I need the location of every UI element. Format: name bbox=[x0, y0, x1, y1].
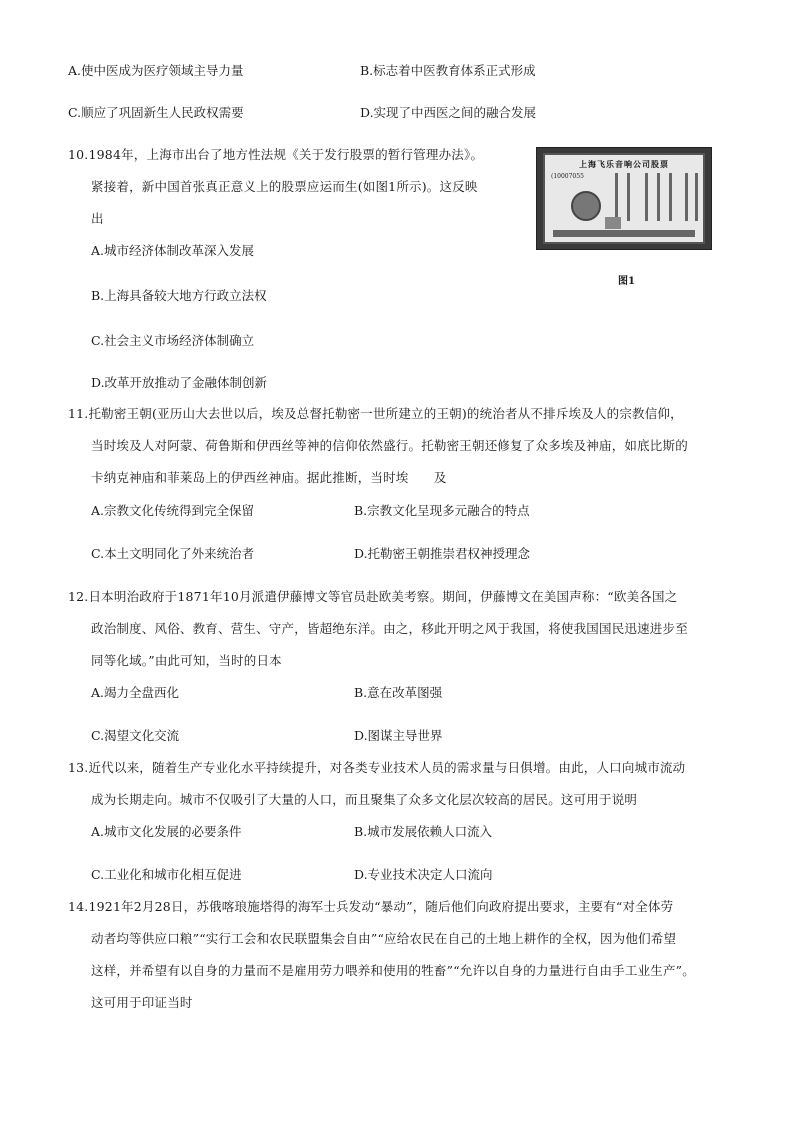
q14-stem-line-1: 14.1921年2月28日，苏俄喀琅施塔得的海军士兵发动“暴动”，随后他们向政府提出要求，主要有“对全体劳 bbox=[68, 899, 674, 914]
certificate-text-column bbox=[695, 173, 698, 221]
q11-option-a[interactable]: A.宗教文化传统得到完全保留 bbox=[91, 503, 255, 518]
certificate-text-column bbox=[627, 173, 630, 221]
q12-stem-line-3: 同等化域。”由此可知，当时的日本 bbox=[91, 653, 282, 668]
q11-option-d[interactable]: D.托勒密王朝推崇君权神授理念 bbox=[354, 546, 531, 561]
q14-stem-line-3: 这样，并希望有以自身的力量而不是雇用劳力喂养和使用的牲畜”“允许以自身的力量进行自由手工业生产”。 bbox=[91, 963, 695, 978]
q14-stem-line-4: 这可用于印证当时 bbox=[91, 995, 193, 1010]
certificate-footer-band bbox=[553, 230, 695, 237]
certificate-text-column bbox=[657, 173, 660, 221]
q14-stem-line-2: 动者均等供应口粮”“实行工会和农民联盟集会自由”“应给农民在自己的土地上耕作的全权，因为他们希望 bbox=[91, 931, 677, 946]
q11-option-b[interactable]: B.宗教文化呈现多元融合的特点 bbox=[354, 503, 530, 518]
q11-stem-line-2: 当时埃及人对阿蒙、荷鲁斯和伊西丝等神的信仰依然盛行。托勒密王朝还修复了众多埃及神庙，如底比斯的 bbox=[91, 438, 688, 453]
q12-option-b[interactable]: B.意在改革图强 bbox=[354, 685, 443, 700]
q10-stem-line-1: 10.1984年，上海市出台了地方性法规《关于发行股票的暂行管理办法》。 bbox=[68, 147, 484, 162]
q10-stem-line-2: 紧接着，新中国首张真正意义上的股票应运而生(如图1所示)。这反映 bbox=[91, 179, 478, 194]
q13-stem-line-1: 13.近代以来，随着生产专业化水平持续提升，对各类专业技术人员的需求量与日俱增。由此，人口向城市流动 bbox=[68, 760, 686, 775]
certificate-text-column bbox=[615, 173, 618, 221]
q11-stem-line-1: 11.托勒密王朝(亚历山大去世以后，埃及总督托勒密一世所建立的王朝)的统治者从不排斥埃及人的宗教信仰， bbox=[68, 406, 683, 421]
q12-stem-line-2: 政治制度、风俗、教育、营生、守产，皆超绝东洋。由之，移此开明之风于我国，将使我国国民迅速进步至 bbox=[91, 621, 688, 636]
q13-option-d[interactable]: D.专业技术决定人口流向 bbox=[354, 867, 493, 882]
q11-stem-line-3: 卡纳克神庙和菲莱岛上的伊西丝神庙。据此推断，当时埃 及 bbox=[91, 470, 447, 485]
q9-option-b[interactable]: B.标志着中医教育体系正式形成 bbox=[360, 63, 536, 78]
figure-caption: 图1 bbox=[618, 276, 635, 287]
q11-option-c[interactable]: C.本土文明同化了外来统治者 bbox=[91, 546, 255, 561]
q10-option-c[interactable]: C.社会主义市场经济体制确立 bbox=[91, 333, 255, 348]
q10-option-d[interactable]: D.改革开放推动了金融体制创新 bbox=[91, 375, 268, 390]
q10-option-b[interactable]: B.上海具备较大地方行政立法权 bbox=[91, 288, 267, 303]
q13-option-c[interactable]: C.工业化和城市化相互促进 bbox=[91, 867, 242, 882]
q12-option-a[interactable]: A.竭力全盘西化 bbox=[91, 685, 180, 700]
q9-option-c[interactable]: C.顺应了巩固新生人民政权需要 bbox=[68, 105, 244, 120]
q9-option-a[interactable]: A.使中医成为医疗领域主导力量 bbox=[68, 63, 244, 78]
q9-option-d[interactable]: D.实现了中西医之间的融合发展 bbox=[360, 105, 537, 120]
q12-option-c[interactable]: C.渴望文化交流 bbox=[91, 728, 180, 743]
certificate-seal-icon bbox=[571, 191, 601, 221]
certificate-stamp-icon bbox=[605, 217, 621, 229]
certificate-text-column bbox=[685, 173, 688, 221]
q10-option-a[interactable]: A.城市经济体制改革深入发展 bbox=[91, 243, 255, 258]
stock-certificate-image bbox=[536, 147, 712, 250]
q13-option-b[interactable]: B.城市发展依赖人口流入 bbox=[354, 824, 493, 839]
certificate-frame bbox=[543, 153, 705, 244]
certificate-number: (10007055 bbox=[551, 173, 584, 180]
q13-option-a[interactable]: A.城市文化发展的必要条件 bbox=[91, 824, 242, 839]
certificate-text-column bbox=[645, 173, 648, 221]
q12-option-d[interactable]: D.图谋主导世界 bbox=[354, 728, 443, 743]
certificate-title: 上海飞乐音响公司股票 bbox=[579, 159, 669, 169]
q10-stem-line-3: 出 bbox=[91, 211, 104, 226]
q13-stem-line-2: 成为长期走向。城市不仅吸引了大量的人口，而且聚集了众多文化层次较高的居民。这可用于说明 bbox=[91, 792, 638, 807]
certificate-text-column bbox=[669, 173, 672, 221]
q12-stem-line-1: 12.日本明治政府于1871年10月派遣伊藤博文等官员赴欧美考察。期间，伊藤博文在美国声称：“欧美各国之 bbox=[68, 589, 678, 604]
